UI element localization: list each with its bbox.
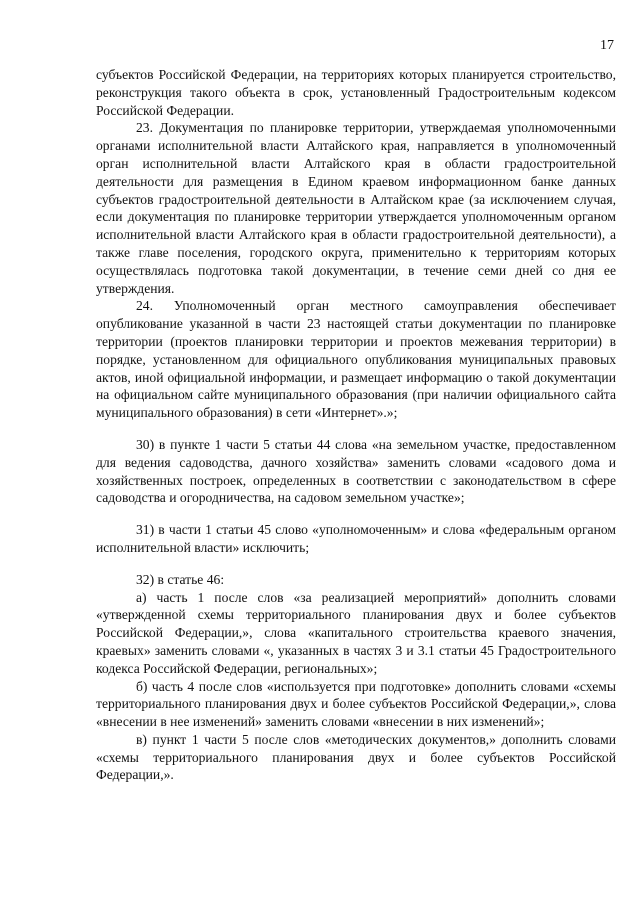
- paragraph-item-23: 23. Документация по планировке территории, утверждаемая уполномоченными органами исполнительной власти Алтайского края, направляется в уполномоченный орган исполнительной власти Алтайского края в области градостроительной деятельности для размещения в Едином краевом информационном банке данных субъектов градостроительной деятельности в Алтайском крае (за исключением случая, если документация по планировке территории утверждается уполномоченным органом исполнительной власти Алтайского края в области градостроительной деятельности), а также главе поселения, городского округа, применительно к территориям которых осуществлялась подготовка такой документации, в течение семи дней со дня ее утверждения.: [96, 120, 616, 296]
- page-number: 17: [600, 38, 614, 53]
- paragraph-continuation: субъектов Российской Федерации, на территориях которых планируется строительство, реконструкция такого объекта в срок, установленный Градостроительным кодексом Российской Федерации.: [96, 67, 616, 118]
- spacer: [96, 557, 616, 571]
- paragraph-subitem-b: б) часть 4 после слов «используется при подготовке» дополнить словами «схемы территориального планирования двух и более субъектов Российской Федерации,», слова «внесении в нее изменений» заменить словами «внесении в них изменений»;: [96, 678, 616, 730]
- spacer: [96, 507, 616, 521]
- paragraph-subitem-a: а) часть 1 после слов «за реализацией мероприятий» дополнить словами «утвержденной схемы территориального планирования двух и более субъектов Российской Федерации,», слова «капитального строительства краевого значения, краевых» заменить словами «, указанных в частях 3 и 3.1 статьи 45 Градостроительного кодекса Российской Федерации, региональных»;: [96, 589, 616, 676]
- document-body: [96, 66, 616, 784]
- paragraph-item-24: 24. Уполномоченный орган местного самоуправления обеспечивает опубликование указанной в части 23 настоящей статьи документации по планировке территории (проектов планировки территории и проектов межевания территории) в порядке, установленном для официального опубликования муниципальных правовых актов, иной официальной информации, и размещает информацию о такой документации на официальном сайте муниципального образования (при наличии официального сайта муниципального образования) в сети «Интернет».»;: [96, 298, 616, 421]
- spacer: [96, 422, 616, 436]
- paragraph-item-31: 31) в части 1 статьи 45 слово «уполномоченным» и слова «федеральным органом исполнительной власти» исключить;: [96, 522, 616, 555]
- paragraph-item-32: 32) в статье 46:: [136, 571, 225, 587]
- paragraph-subitem-v: в) пункт 1 части 5 после слов «методических документов,» дополнить словами «схемы территориального планирования двух и более субъектов Российской Федерации,».: [96, 731, 616, 783]
- paragraph-item-30: 30) в пункте 1 части 5 статьи 44 слова «на земельном участке, предоставленном для ведения садоводства, дачного хозяйства» заменить словами «садового дома и хозяйственных построек, определенных в соответствии с законодательством в сфере садоводства и огородничества, на садовом земельном участке»;: [96, 436, 616, 506]
